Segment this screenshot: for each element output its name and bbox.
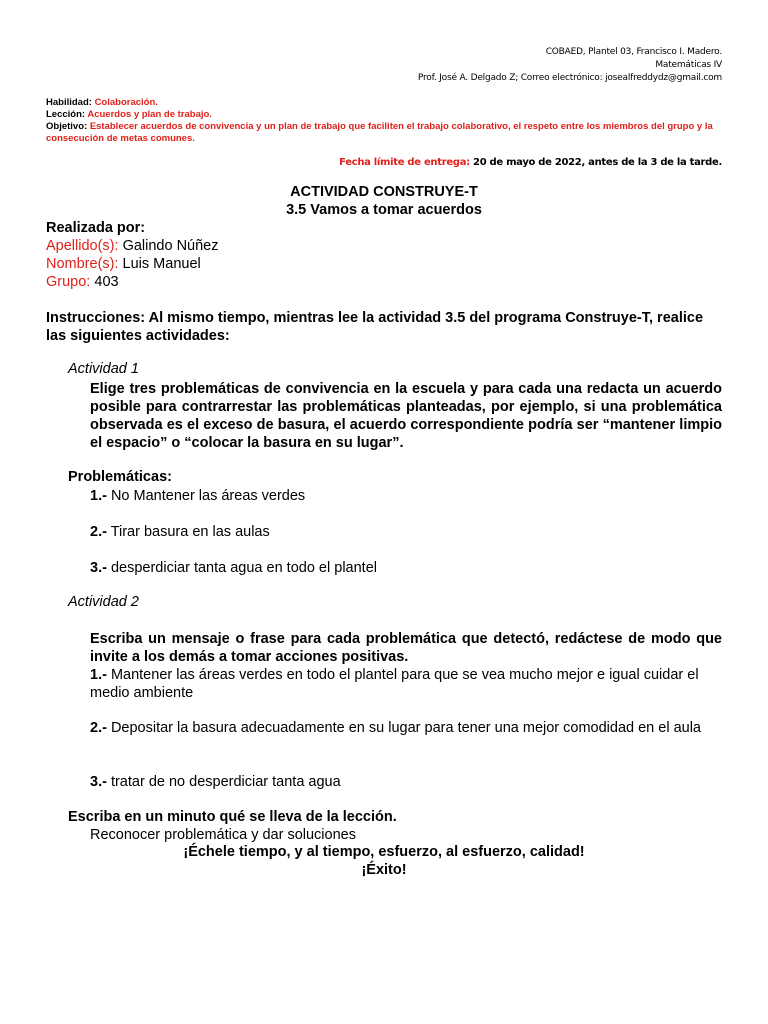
nombre-row (46, 255, 218, 273)
list-item (90, 773, 722, 791)
instructions-label: Instrucciones (46, 310, 141, 326)
instructions-text: : Al mismo tiempo, mientras lee la actividad 3.5 del programa Construye-T, realice las siguientes actividades: (46, 310, 704, 344)
list-item (90, 666, 722, 702)
realizada-heading: Realizada por: (46, 220, 146, 236)
reflection-answer: Reconocer problemática y dar soluciones (90, 827, 356, 843)
list-item (90, 523, 722, 541)
grupo-label: Grupo: (46, 274, 91, 290)
grupo-value: 403 (94, 274, 119, 290)
habilidad-row (46, 97, 722, 109)
item-number: 3.- (90, 774, 107, 790)
school-line: COBAED, Plantel 03, Francisco I. Madero. (545, 47, 722, 57)
list-item (90, 487, 722, 505)
student-info (46, 219, 218, 291)
item-text: Depositar la basura adecuadamente en su lugar para tener una mejor comodidad en el aula (106, 720, 701, 736)
item-number: 1.- (90, 667, 107, 683)
activity-subtitle: 3.5 Vamos a tomar acuerdos (286, 202, 482, 218)
item-text: No Mantener las áreas verdes (106, 488, 306, 504)
teacher-line: Prof. José A. Delgado Z; Correo electrónico: josealfreddydz@gmail.com (417, 73, 722, 83)
activity1-label: Actividad 1 (68, 361, 139, 377)
apellidos-value: Galindo Núñez (122, 238, 219, 254)
activity1-prompt: Elige tres problemáticas de convivencia en la escuela y para cada una redacta un acuerdo posible para contrarrestar las problemáticas planteadas, por ejemplo, si una problemática observada es el exceso de basura, el acuerdo correspondiente podría ser “mantener limpio el espacio” o “colocar la basura en su lugar”. (90, 381, 722, 451)
deadline (339, 157, 722, 168)
problematicas-heading: Problemáticas: (68, 469, 172, 485)
item-text: Mantener las áreas verdes en todo el plantel para que se vea mucho mejor e igual cuidar el medio ambiente (90, 667, 699, 701)
closing-motto: ¡Échele tiempo, y al tiempo, esfuerzo, al esfuerzo, calidad! (183, 844, 585, 860)
leccion-label: Lección: (46, 109, 86, 120)
closing-exito: ¡Éxito! (361, 862, 407, 878)
objetivo-value: Establecer acuerdos de convivencia y un plan de trabajo que faciliten el trabajo colaborativo, el respeto entre los miembros del grupo y la consecución de metas comunes. (46, 121, 713, 144)
reflection-heading: Escriba en un minuto qué se lleva de la lección. (68, 809, 397, 825)
objetivo-label: Objetivo: (46, 121, 88, 132)
grupo-row (46, 273, 218, 291)
deadline-label: Fecha límite de entrega: (339, 157, 470, 168)
course-header (418, 46, 722, 85)
instructions (46, 309, 726, 345)
lesson-meta (46, 97, 722, 145)
item-number: 2.- (90, 720, 107, 736)
activity2-label: Actividad 2 (68, 594, 139, 610)
list-item (90, 559, 722, 577)
leccion-value: Acuerdos y plan de trabajo. (87, 109, 212, 120)
apellidos-label: Apellido(s): (46, 238, 119, 254)
habilidad-label: Habilidad: (46, 97, 92, 108)
list-item (90, 719, 722, 737)
objetivo-row (46, 121, 722, 145)
activity-title: ACTIVIDAD CONSTRUYE-T (290, 184, 478, 200)
nombre-label: Nombre(s): (46, 256, 119, 272)
item-text: desperdiciar tanta agua en todo el plantel (106, 560, 377, 576)
subject-line: Matemáticas IV (655, 60, 722, 70)
item-text: tratar de no desperdiciar tanta agua (106, 774, 341, 790)
habilidad-value: Colaboración. (94, 97, 158, 108)
item-number: 2.- (90, 524, 107, 540)
item-number: 3.- (90, 560, 107, 576)
deadline-value: 20 de mayo de 2022, antes de la 3 de la tarde. (473, 157, 722, 168)
item-number: 1.- (90, 488, 107, 504)
apellidos-row (46, 237, 218, 255)
activity2-prompt: Escriba un mensaje o frase para cada problemática que detectó, redáctese de modo que invite a los demás a tomar acciones positivas. (90, 631, 722, 665)
item-text: Tirar basura en las aulas (106, 524, 270, 540)
leccion-row (46, 109, 722, 121)
nombre-value: Luis Manuel (122, 256, 201, 272)
